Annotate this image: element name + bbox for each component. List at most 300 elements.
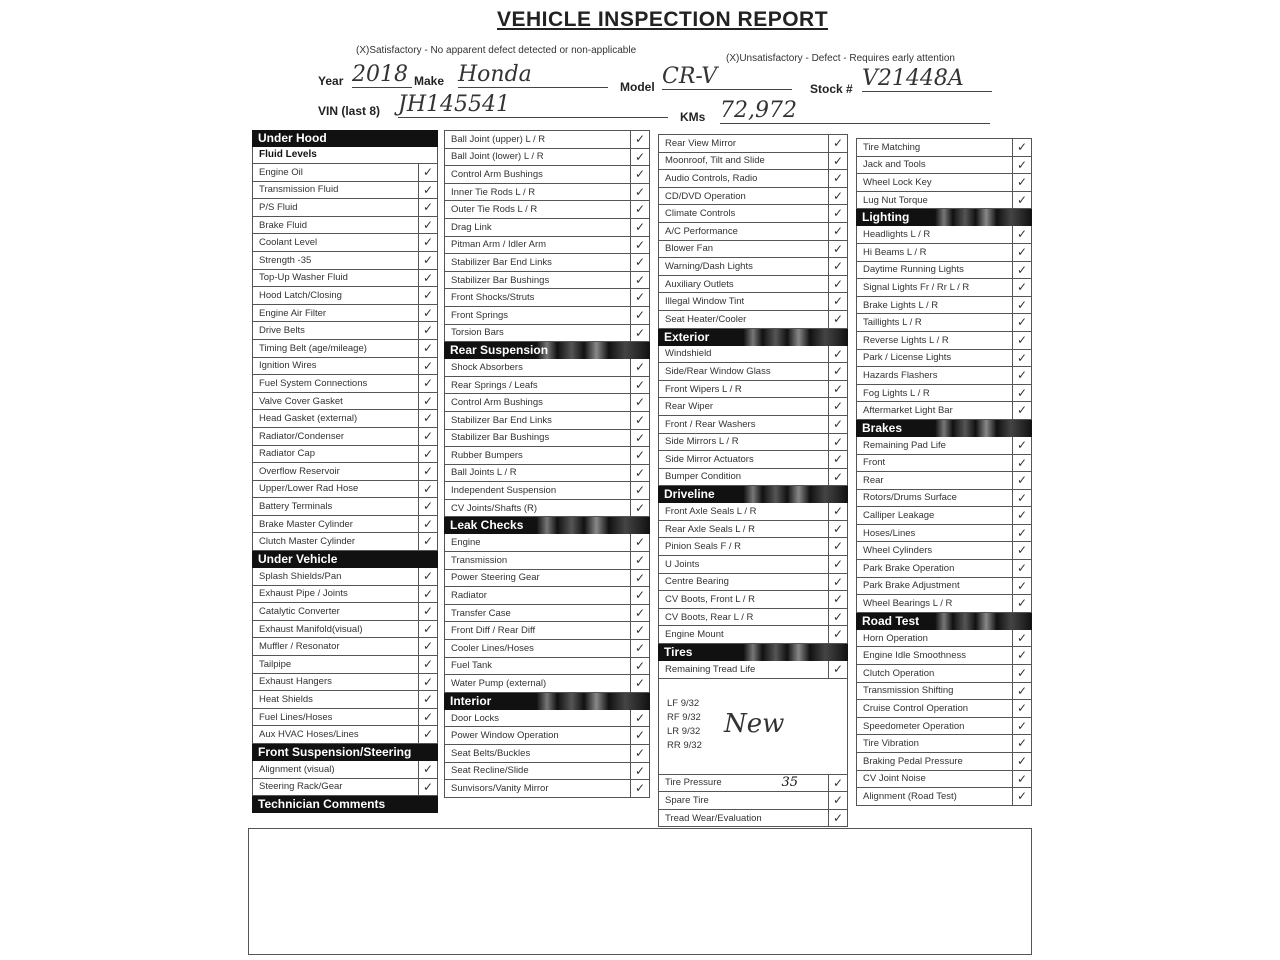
checklist-item-label: Reverse Lights L / R: [863, 334, 949, 346]
check-mark-icon[interactable]: ✓: [828, 258, 847, 275]
section-header-rear-suspension: Rear Suspension: [444, 342, 650, 359]
checklist-row: [856, 332, 1032, 350]
check-mark-icon[interactable]: ✓: [418, 533, 437, 550]
check-mark-icon[interactable]: ✓: [418, 709, 437, 726]
check-mark-icon[interactable]: ✓: [630, 254, 649, 271]
check-mark-icon[interactable]: ✓: [418, 463, 437, 480]
check-mark-icon[interactable]: ✓: [418, 779, 437, 796]
check-mark-icon[interactable]: ✓: [1012, 665, 1031, 682]
stock-label: Stock #: [810, 82, 853, 96]
checklist-row: [856, 279, 1032, 297]
check-mark-icon[interactable]: ✓: [1012, 753, 1031, 770]
stock-field[interactable]: V21448A: [862, 66, 992, 92]
check-mark-icon[interactable]: ✓: [630, 166, 649, 183]
check-mark-icon[interactable]: ✓: [1012, 490, 1031, 507]
check-mark-icon[interactable]: ✓: [828, 810, 847, 827]
checklist-row: [658, 434, 848, 452]
checklist-item-label: Power Steering Gear: [451, 572, 540, 584]
check-mark-icon[interactable]: ✓: [630, 587, 649, 604]
checklist-row: [252, 199, 438, 217]
check-mark-icon[interactable]: ✓: [828, 416, 847, 433]
check-mark-icon[interactable]: ✓: [828, 276, 847, 293]
check-mark-icon[interactable]: ✓: [1012, 244, 1031, 261]
check-mark-icon[interactable]: ✓: [630, 605, 649, 622]
check-mark-icon[interactable]: ✓: [1012, 139, 1031, 156]
checklist-row: [856, 665, 1032, 683]
check-mark-icon[interactable]: ✓: [1012, 683, 1031, 700]
check-mark-icon[interactable]: ✓: [630, 131, 649, 148]
checklist-item-label: Lug Nut Torque: [863, 194, 928, 206]
checklist-row: [658, 135, 848, 153]
check-mark-icon[interactable]: ✓: [418, 691, 437, 708]
checklist-row: [252, 270, 438, 288]
check-mark-icon[interactable]: ✓: [1012, 788, 1031, 805]
checklist-row: [856, 647, 1032, 665]
check-mark-icon[interactable]: ✓: [630, 763, 649, 780]
checklist-item-label: Exhaust Manifold(visual): [259, 623, 363, 635]
checklist-item-label: Clutch Operation: [863, 667, 935, 679]
check-mark-icon[interactable]: ✓: [1012, 647, 1031, 664]
checklist-item-label: Front Diff / Rear Diff: [451, 625, 536, 637]
checklist-item-label: Hood Latch/Closing: [259, 289, 342, 301]
check-mark-icon[interactable]: ✓: [630, 640, 649, 657]
checklist-item-label: Auxiliary Outlets: [665, 278, 734, 290]
checklist-row: [252, 182, 438, 200]
checklist-item-label: Radiator: [451, 590, 487, 602]
check-mark-icon[interactable]: ✓: [418, 568, 437, 585]
checklist-item-label: Park Brake Adjustment: [863, 580, 960, 592]
check-mark-icon[interactable]: ✓: [1012, 455, 1031, 472]
section-header-under-vehicle: Under Vehicle: [252, 551, 438, 568]
check-mark-icon[interactable]: ✓: [630, 570, 649, 587]
checklist-row: [444, 534, 650, 552]
checklist-row: [856, 718, 1032, 736]
check-mark-icon[interactable]: ✓: [418, 516, 437, 533]
check-mark-icon[interactable]: ✓: [630, 780, 649, 797]
checklist-row: [252, 726, 438, 744]
check-mark-icon[interactable]: ✓: [630, 430, 649, 447]
checklist-row: [856, 437, 1032, 455]
checklist-item-label: Ball Joint (lower) L / R: [451, 151, 544, 163]
check-mark-icon[interactable]: ✓: [418, 358, 437, 375]
make-field[interactable]: Honda: [458, 62, 608, 88]
check-mark-icon[interactable]: ✓: [418, 182, 437, 199]
check-mark-icon[interactable]: ✓: [418, 305, 437, 322]
checklist-item-label: Exhaust Hangers: [259, 676, 332, 688]
checklist-row: [444, 377, 650, 395]
check-mark-icon[interactable]: ✓: [1012, 192, 1031, 209]
checklist-item-label: Moonroof, Tilt and Slide: [665, 155, 765, 167]
checklist-item-label: Windshield: [665, 348, 712, 360]
checklist-row: [252, 603, 438, 621]
check-mark-icon[interactable]: ✓: [1012, 718, 1031, 735]
check-mark-icon[interactable]: ✓: [828, 170, 847, 187]
checklist-item-label: Battery Terminals: [259, 501, 333, 513]
check-mark-icon[interactable]: ✓: [418, 393, 437, 410]
check-mark-icon[interactable]: ✓: [630, 237, 649, 254]
checklist-item-label: Engine Idle Smoothness: [863, 650, 966, 662]
checklist-row: [856, 192, 1032, 210]
checklist-item-label: Jack and Tools: [863, 159, 926, 171]
check-mark-icon[interactable]: ✓: [828, 223, 847, 240]
checklist-row: [856, 157, 1032, 175]
checklist-item-label: Fuel Tank: [451, 660, 493, 672]
vin-label: VIN (last 8): [318, 104, 381, 118]
check-mark-icon[interactable]: ✓: [418, 164, 437, 181]
checklist-row: [444, 710, 650, 728]
checklist-row: [856, 490, 1032, 508]
checklist-row: [252, 533, 438, 551]
checklist-item-label: Aux HVAC Hoses/Lines: [259, 729, 359, 741]
checklist-row: [658, 574, 848, 592]
checklist-row: [856, 595, 1032, 613]
check-mark-icon[interactable]: ✓: [828, 556, 847, 573]
checklist-row: [658, 205, 848, 223]
checklist-item-label: Remaining Tread Life: [665, 663, 756, 675]
checklist-item-label: Rear: [863, 474, 884, 486]
checklist-item-label: Wheel Bearings L / R: [863, 598, 953, 610]
checklist-row: [658, 223, 848, 241]
check-mark-icon[interactable]: ✓: [418, 252, 437, 269]
check-mark-icon[interactable]: ✓: [828, 311, 847, 328]
checklist-row: [658, 538, 848, 556]
check-mark-icon[interactable]: ✓: [630, 710, 649, 727]
checklist-item-label: Remaining Pad Life: [863, 439, 946, 451]
year-field[interactable]: 2018: [352, 62, 412, 88]
checklist-row: [658, 556, 848, 574]
check-mark-icon[interactable]: ✓: [828, 135, 847, 152]
check-mark-icon[interactable]: ✓: [1012, 279, 1031, 296]
column-interior-exterior: [658, 134, 848, 827]
check-mark-icon[interactable]: ✓: [828, 434, 847, 451]
check-mark-icon[interactable]: ✓: [630, 675, 649, 692]
checklist-item-label: Independent Suspension: [451, 485, 557, 497]
check-mark-icon[interactable]: ✓: [828, 792, 847, 809]
check-mark-icon[interactable]: ✓: [630, 359, 649, 376]
checklist-item-label: Head Gasket (external): [259, 413, 358, 425]
check-mark-icon[interactable]: ✓: [1012, 350, 1031, 367]
checklist-item-label: Torsion Bars: [451, 327, 504, 339]
model-field[interactable]: CR-V: [662, 64, 792, 90]
tire-pressure-value: 35: [781, 775, 798, 791]
checklist-row: [252, 287, 438, 305]
checklist-item-label: CV Joints/Shafts (R): [451, 502, 538, 514]
check-mark-icon[interactable]: ✓: [828, 205, 847, 222]
check-mark-icon[interactable]: ✓: [418, 621, 437, 638]
check-mark-icon[interactable]: ✓: [1012, 472, 1031, 489]
check-mark-icon[interactable]: ✓: [630, 394, 649, 411]
check-mark-icon[interactable]: ✓: [828, 188, 847, 205]
check-mark-icon[interactable]: ✓: [630, 201, 649, 218]
checklist-row: [658, 591, 848, 609]
checklist-row: [658, 416, 848, 434]
checklist-row: [252, 481, 438, 499]
check-mark-icon[interactable]: ✓: [1012, 507, 1031, 524]
check-mark-icon[interactable]: ✓: [630, 377, 649, 394]
check-mark-icon[interactable]: ✓: [828, 661, 847, 678]
check-mark-icon[interactable]: ✓: [828, 469, 847, 486]
section-subheader: Fluid Levels: [252, 147, 438, 164]
check-mark-icon[interactable]: ✓: [630, 219, 649, 236]
checklist-row: [252, 709, 438, 727]
check-mark-icon[interactable]: ✓: [630, 534, 649, 551]
check-mark-icon[interactable]: ✓: [1012, 542, 1031, 559]
check-mark-icon[interactable]: ✓: [630, 149, 649, 166]
tread-lr: LR 9/32: [667, 725, 701, 737]
checklist-item-label: Side/Rear Window Glass: [665, 365, 771, 377]
check-mark-icon[interactable]: ✓: [418, 322, 437, 339]
checklist-item-label: U Joints: [665, 558, 700, 570]
check-mark-icon[interactable]: ✓: [828, 153, 847, 170]
check-mark-icon[interactable]: ✓: [630, 500, 649, 517]
check-mark-icon[interactable]: ✓: [418, 656, 437, 673]
checklist-row: [252, 621, 438, 639]
check-mark-icon[interactable]: ✓: [418, 603, 437, 620]
check-mark-icon[interactable]: ✓: [1012, 174, 1031, 191]
check-mark-icon[interactable]: ✓: [828, 521, 847, 538]
check-mark-icon[interactable]: ✓: [418, 217, 437, 234]
check-mark-icon[interactable]: ✓: [1012, 402, 1031, 419]
check-mark-icon[interactable]: ✓: [630, 272, 649, 289]
checklist-item-label: Seat Recline/Slide: [451, 765, 529, 777]
check-mark-icon[interactable]: ✓: [630, 727, 649, 744]
checklist-item-label: Rear Springs / Leafs: [451, 379, 538, 391]
checklist-row: [856, 507, 1032, 525]
checklist-item-label: Front Axle Seals L / R: [665, 506, 757, 518]
checklist-item-label: Clutch Master Cylinder: [259, 536, 356, 548]
checklist-item-label: Calliper Leakage: [863, 510, 935, 522]
checklist-item-label: Taillights L / R: [863, 317, 922, 329]
check-mark-icon[interactable]: ✓: [828, 346, 847, 363]
section-header-brakes: Brakes: [856, 420, 1032, 437]
checklist-row: [658, 398, 848, 416]
checklist-item-label: Spare Tire: [665, 795, 709, 807]
checklist-item-label: Audio Controls, Radio: [665, 172, 758, 184]
section-header-front-suspension-steering: Front Suspension/Steering: [252, 744, 438, 761]
check-mark-icon[interactable]: ✓: [1012, 630, 1031, 647]
check-mark-icon[interactable]: ✓: [418, 498, 437, 515]
check-mark-icon[interactable]: ✓: [1012, 595, 1031, 612]
checklist-row: [444, 412, 650, 430]
checklist-item-label: Bumper Condition: [665, 471, 742, 483]
checklist-item-label: Inner Tie Rods L / R: [451, 186, 536, 198]
checklist-row: [252, 252, 438, 270]
check-mark-icon[interactable]: ✓: [418, 287, 437, 304]
check-mark-icon[interactable]: ✓: [828, 381, 847, 398]
check-mark-icon[interactable]: ✓: [418, 761, 437, 778]
check-mark-icon[interactable]: ✓: [828, 609, 847, 626]
checklist-item-label: Warning/Dash Lights: [665, 260, 753, 272]
checklist-row: [658, 293, 848, 311]
check-mark-icon[interactable]: ✓: [630, 745, 649, 762]
check-mark-icon[interactable]: ✓: [1012, 262, 1031, 279]
vin-field[interactable]: JH145541: [398, 92, 668, 118]
check-mark-icon[interactable]: ✓: [1012, 700, 1031, 717]
checklist-row: [252, 691, 438, 709]
check-mark-icon[interactable]: ✓: [630, 447, 649, 464]
checklist-item-label: Pinion Seals F / R: [665, 541, 742, 553]
check-mark-icon[interactable]: ✓: [1012, 332, 1031, 349]
checklist-item-label: Overflow Reservoir: [259, 465, 340, 477]
checklist-row: [658, 276, 848, 294]
check-mark-icon[interactable]: ✓: [418, 726, 437, 743]
checklist-item-label: Control Arm Bushings: [451, 168, 543, 180]
section-header-interior: Interior: [444, 693, 650, 710]
check-mark-icon[interactable]: ✓: [630, 412, 649, 429]
checklist-item-label: Wheel Cylinders: [863, 545, 933, 557]
check-mark-icon[interactable]: ✓: [418, 586, 437, 603]
checklist-row: [252, 779, 438, 797]
year-label: Year: [318, 74, 344, 88]
km-field[interactable]: 72,972: [720, 98, 990, 124]
checklist-row: [444, 325, 650, 343]
checklist-row: [658, 188, 848, 206]
check-mark-icon[interactable]: ✓: [1012, 226, 1031, 243]
checklist-row: [444, 447, 650, 465]
check-mark-icon[interactable]: ✓: [418, 375, 437, 392]
checklist-row: [856, 367, 1032, 385]
checklist-row: [856, 385, 1032, 403]
checklist-item-label: Door Locks: [451, 712, 500, 724]
check-mark-icon[interactable]: ✓: [630, 482, 649, 499]
checklist-item-label: Upper/Lower Rad Hose: [259, 483, 359, 495]
check-mark-icon[interactable]: ✓: [1012, 297, 1031, 314]
check-mark-icon[interactable]: ✓: [418, 428, 437, 445]
checklist-item-label: Tire Matching: [863, 141, 921, 153]
checklist-row: [252, 761, 438, 779]
checklist-row: [856, 472, 1032, 490]
check-mark-icon[interactable]: ✓: [828, 574, 847, 591]
check-mark-icon[interactable]: ✓: [828, 451, 847, 468]
section-header-road-test: Road Test: [856, 613, 1032, 630]
check-mark-icon[interactable]: ✓: [1012, 437, 1031, 454]
checklist-row: [444, 359, 650, 377]
check-mark-icon[interactable]: ✓: [418, 481, 437, 498]
checklist-row: [658, 469, 848, 487]
checklist-item-label: Signal Lights Fr / Rr L / R: [863, 281, 970, 293]
tire-note-handwritten: New: [724, 708, 785, 739]
check-mark-icon[interactable]: ✓: [418, 410, 437, 427]
check-mark-icon[interactable]: ✓: [828, 538, 847, 555]
checklist-item-label: Water Pump (external): [451, 678, 547, 690]
checklist-item-label: Power Window Operation: [451, 730, 559, 742]
checklist-row: [252, 322, 438, 340]
checklist-item-label: Speedometer Operation: [863, 720, 965, 732]
check-mark-icon[interactable]: ✓: [418, 446, 437, 463]
checklist-row: [856, 578, 1032, 596]
check-mark-icon[interactable]: ✓: [630, 184, 649, 201]
checklist-item-label: Coolant Level: [259, 237, 318, 249]
check-mark-icon[interactable]: ✓: [828, 503, 847, 520]
checklist-item-label: Catalytic Converter: [259, 606, 340, 618]
technician-comments-box[interactable]: [248, 828, 1032, 955]
checklist-row: [856, 174, 1032, 192]
check-mark-icon[interactable]: ✓: [1012, 385, 1031, 402]
check-mark-icon[interactable]: ✓: [630, 325, 649, 342]
checklist-item-label: Rear Wiper: [665, 401, 714, 413]
checklist-row: [444, 605, 650, 623]
checklist-row: [252, 217, 438, 235]
checklist-item-label: Cooler Lines/Hoses: [451, 642, 534, 654]
checklist-row: [658, 503, 848, 521]
check-mark-icon[interactable]: ✓: [1012, 314, 1031, 331]
check-mark-icon[interactable]: ✓: [630, 622, 649, 639]
checklist-item-label: Wheel Lock Key: [863, 176, 932, 188]
checklist-row: [658, 626, 848, 644]
check-mark-icon[interactable]: ✓: [418, 234, 437, 251]
check-mark-icon[interactable]: ✓: [828, 293, 847, 310]
check-mark-icon[interactable]: ✓: [418, 638, 437, 655]
checklist-item-label: Front Wipers L / R: [665, 383, 742, 395]
check-mark-icon[interactable]: ✓: [1012, 367, 1031, 384]
check-mark-icon[interactable]: ✓: [418, 270, 437, 287]
check-mark-icon[interactable]: ✓: [1012, 525, 1031, 542]
checklist-item-label: Ignition Wires: [259, 360, 317, 372]
checklist-row: [252, 428, 438, 446]
check-mark-icon[interactable]: ✓: [418, 340, 437, 357]
check-mark-icon[interactable]: ✓: [418, 674, 437, 691]
checklist-row: [444, 570, 650, 588]
checklist-row: [252, 463, 438, 481]
check-mark-icon[interactable]: ✓: [630, 465, 649, 482]
checklist-row: [658, 451, 848, 469]
check-mark-icon[interactable]: ✓: [630, 289, 649, 306]
check-mark-icon[interactable]: ✓: [630, 552, 649, 569]
checklist-item-label: Tailpipe: [259, 658, 292, 670]
checklist-row: [252, 164, 438, 182]
checklist-item-label: Rotors/Drums Surface: [863, 492, 957, 504]
checklist-item-label: Outer Tie Rods L / R: [451, 204, 538, 216]
check-mark-icon[interactable]: ✓: [1012, 771, 1031, 788]
checklist-row: [658, 153, 848, 171]
tread-lf: LF 9/32: [667, 697, 700, 709]
checklist-row: [252, 638, 438, 656]
checklist-row: [252, 375, 438, 393]
checklist-row: [856, 139, 1032, 157]
checklist-row: [658, 346, 848, 364]
check-mark-icon[interactable]: ✓: [1012, 560, 1031, 577]
checklist-item-label: Seat Heater/Cooler: [665, 313, 747, 325]
checklist-row: [856, 560, 1032, 578]
checklist-row: [444, 745, 650, 763]
tire-tread-box: [658, 679, 848, 775]
check-mark-icon[interactable]: ✓: [630, 307, 649, 324]
checklist-row: [252, 340, 438, 358]
check-mark-icon[interactable]: ✓: [630, 658, 649, 675]
checklist-item-label: Ball Joints L / R: [451, 467, 517, 479]
checklist-row: [658, 810, 848, 828]
check-mark-icon[interactable]: ✓: [828, 398, 847, 415]
checklist-item-label: Drag Link: [451, 221, 492, 233]
check-mark-icon[interactable]: ✓: [418, 199, 437, 216]
checklist-row: [444, 149, 650, 167]
checklist-row: [658, 661, 848, 679]
tire-tread-readings: [667, 697, 702, 753]
checklist-item-label: Brake Lights L / R: [863, 299, 939, 311]
check-mark-icon[interactable]: ✓: [828, 591, 847, 608]
checklist-row: [658, 241, 848, 259]
checklist-row: [856, 525, 1032, 543]
checklist-row: [658, 792, 848, 810]
check-mark-icon[interactable]: ✓: [1012, 735, 1031, 752]
check-mark-icon[interactable]: ✓: [1012, 578, 1031, 595]
check-mark-icon[interactable]: ✓: [828, 775, 847, 792]
check-mark-icon[interactable]: ✓: [828, 363, 847, 380]
checklist-row: [856, 297, 1032, 315]
check-mark-icon[interactable]: ✓: [1012, 157, 1031, 174]
check-mark-icon[interactable]: ✓: [828, 626, 847, 643]
check-mark-icon[interactable]: ✓: [828, 241, 847, 258]
